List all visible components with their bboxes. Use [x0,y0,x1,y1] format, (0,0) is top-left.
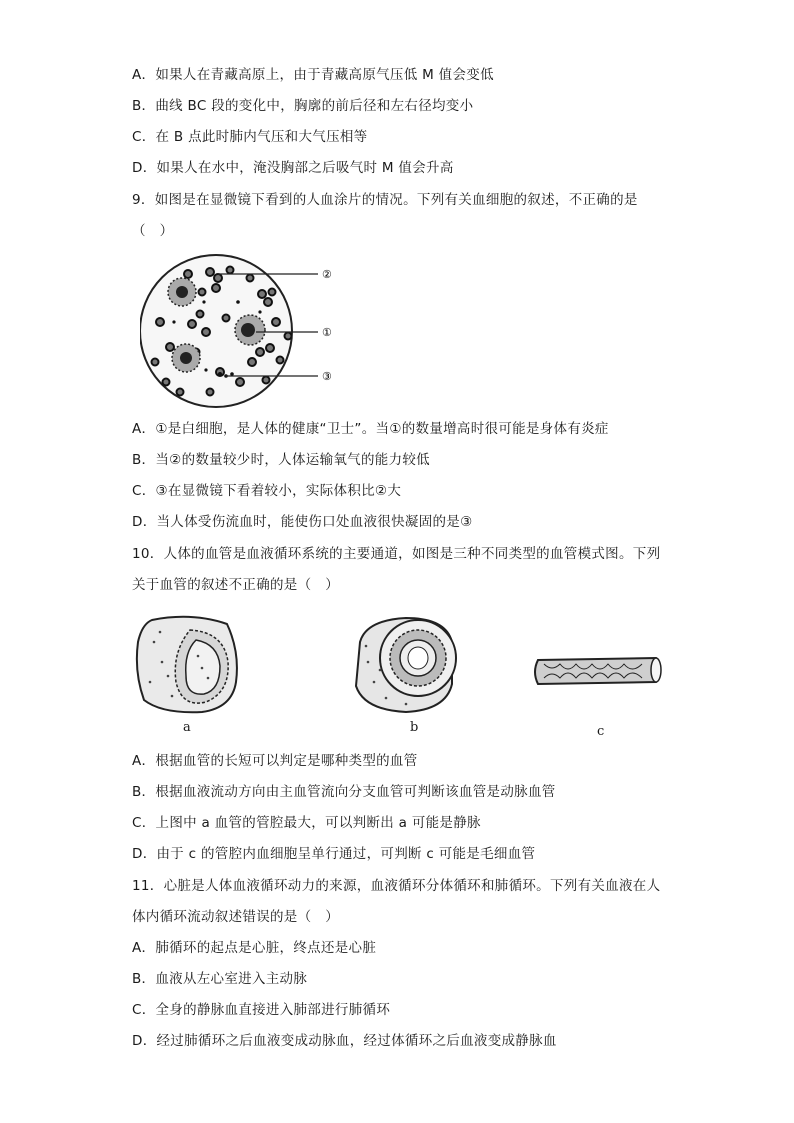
q8-option-d: D．如果人在水中，淹没胸部之后吸气时 M 值会升高 [132,160,454,176]
q11-stem-line2: 体内循环流动叙述错误的是（ ） [132,909,339,925]
vessel-c-figure [532,650,664,690]
q10-stem-line1: 10．人体的血管是血液循环系统的主要通道，如图是三种不同类型的血管模式图。下列 [132,546,661,562]
q9-answer-paren: （ ） [132,223,174,239]
q9-option-c: C．③在显微镜下看着较小，实际体积比②大 [132,483,402,499]
q11-option-d: D．经过肺循环之后血液变成动脉血，经过体循环之后血液变成静脉血 [132,1033,557,1049]
vessel-b-figure [346,612,462,716]
q11-stem-line1: 11．心脏是人体血液循环动力的来源，血液循环分体循环和肺循环。下列有关血液在人 [132,878,661,894]
label-1: ① [322,326,332,339]
q9-option-b: B．当②的数量较少时，人体运输氧气的能力较低 [132,452,430,468]
q11-option-c: C．全身的静脉血直接进入肺部进行肺循环 [132,1002,391,1018]
vessel-a-figure [132,612,244,716]
caption-a: a [183,720,191,735]
q10-option-d: D．由于 c 的管腔内血细胞呈单行通过，可判断 c 可能是毛细血管 [132,846,536,862]
q11-option-b: B．血液从左心室进入主动脉 [132,971,308,987]
q10-option-c: C．上图中 a 血管的管腔最大，可以判断出 a 可能是静脉 [132,815,481,831]
blood-smear-figure [140,252,350,414]
q10-stem-line2: 关于血管的叙述不正确的是（ ） [132,577,339,593]
q10-option-a: A．根据血管的长短可以判定是哪种类型的血管 [132,753,418,769]
q8-option-a: A．如果人在青藏高原上，由于青藏高原气压低 M 值会变低 [132,67,494,83]
q9-stem: 9．如图是在显微镜下看到的人血涂片的情况。下列有关血细胞的叙述，不正确的是 [132,192,638,208]
q8-option-c: C．在 B 点此时肺内气压和大气压相等 [132,129,368,145]
q9-option-a: A．①是白细胞，是人体的健康“卫士”。当①的数量增高时很可能是身体有炎症 [132,421,609,437]
q10-option-b: B．根据血液流动方向由主血管流向分支血管可判断该血管是动脉血管 [132,784,556,800]
caption-c: c [597,724,605,739]
q11-option-a: A．肺循环的起点是心脏，终点还是心脏 [132,940,377,956]
q8-option-b: B．曲线 BC 段的变化中，胸廓的前后径和左右径均变小 [132,98,474,114]
label-3: ③ [322,370,332,383]
label-2: ② [322,268,332,281]
caption-b: b [410,720,419,735]
q9-option-d: D．当人体受伤流血时，能使伤口处血液很快凝固的是③ [132,514,473,530]
